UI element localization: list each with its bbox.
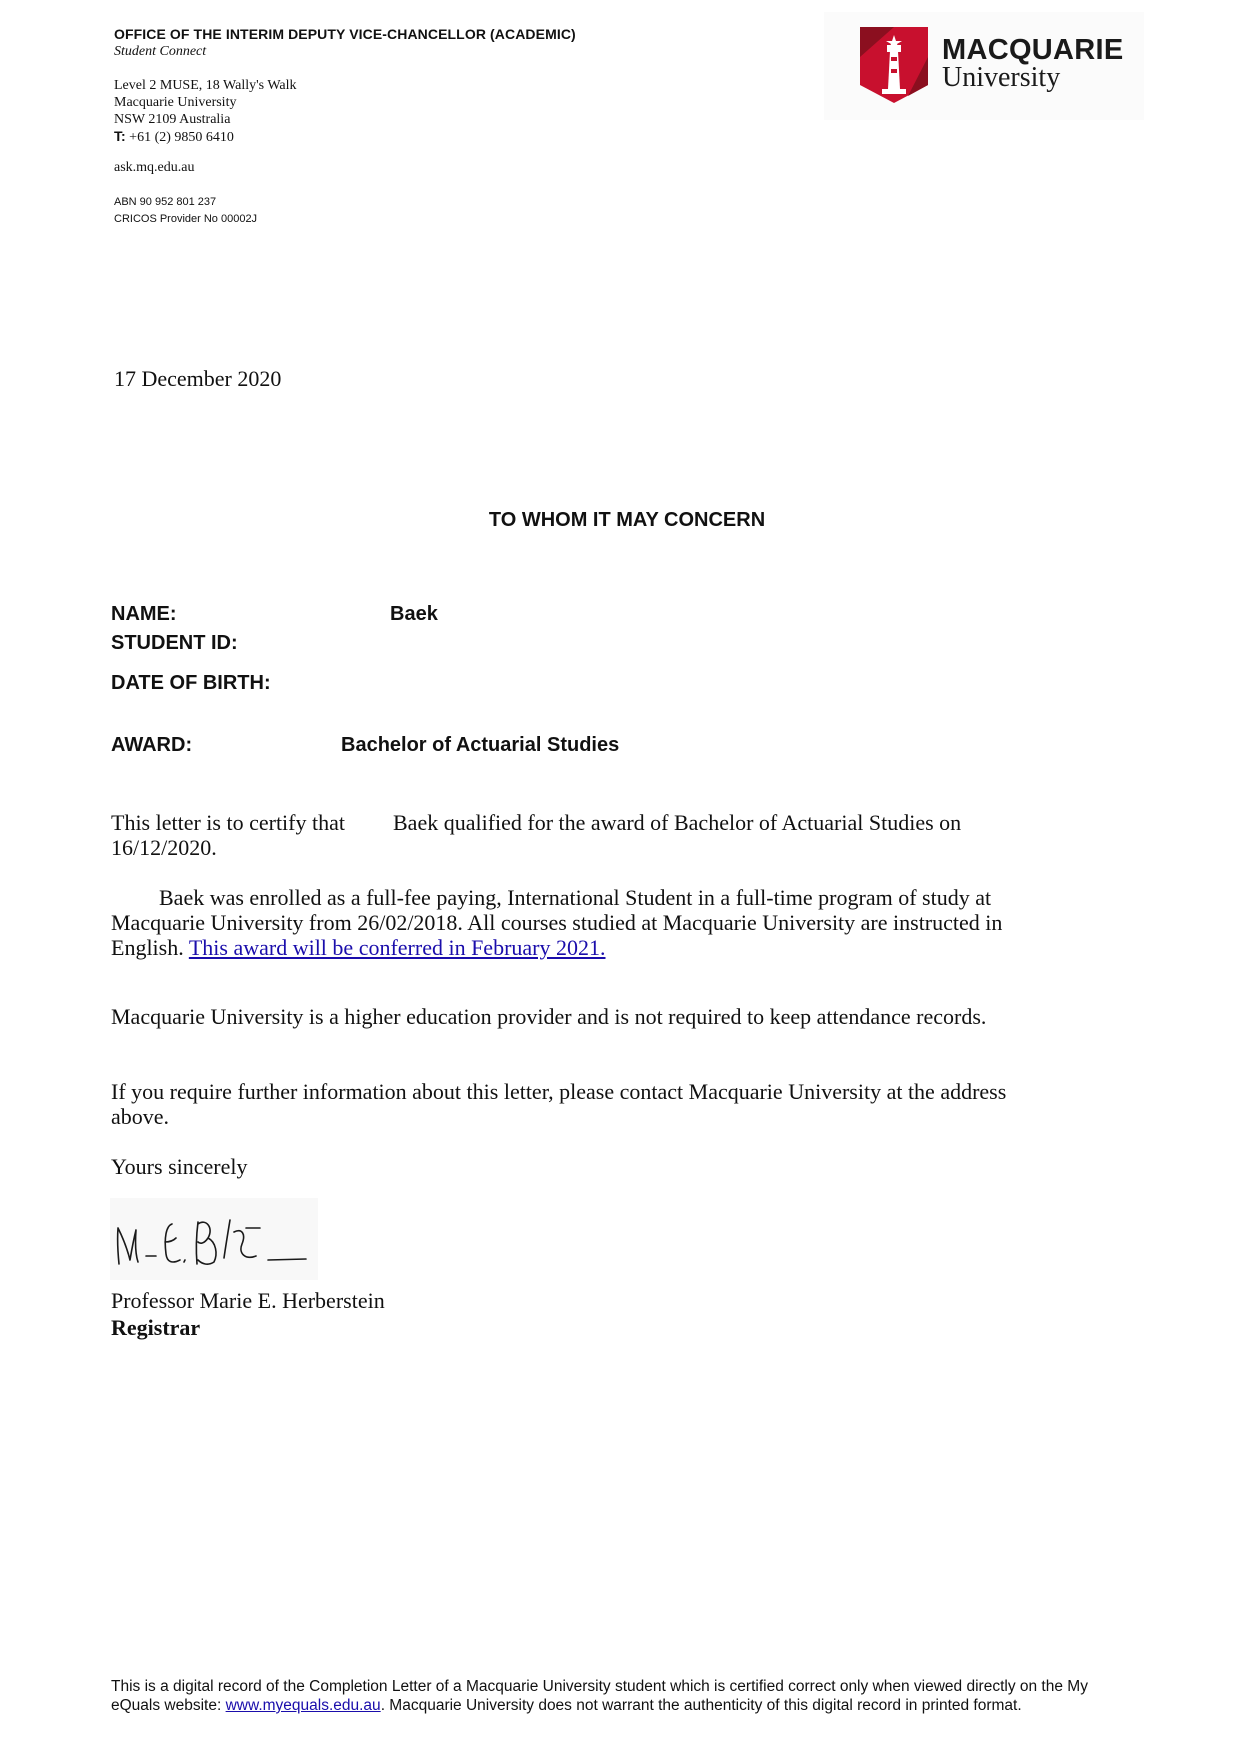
address-line: Level 2 MUSE, 18 Wally's Walk [114,78,297,93]
student-id-label: STUDENT ID: [111,632,238,654]
enrolment-text: Baek was enrolled as a full-fee paying, International Student in a full-time program of study at Macquarie University from 26/02/2018. All courses studied at Macquarie University are instructed in English. [111,885,1003,960]
address-line: Macquarie University [114,95,237,110]
certification-paragraph [111,810,1031,860]
signer-role: Registrar [111,1315,201,1340]
closing-salutation: Yours sincerely [111,1154,248,1179]
enrolment-paragraph [111,885,1031,960]
attendance-paragraph: Macquarie University is a higher education provider and is not required to keep attendance records. [111,1004,987,1029]
logo-subname: University [942,62,1061,93]
letter-date: 17 December 2020 [114,366,282,391]
signer-name: Professor Marie E. Herberstein [111,1288,385,1313]
address-block [114,77,297,146]
university-logo [824,12,1144,120]
myequals-link[interactable]: www.myequals.edu.au [225,1697,381,1714]
footer-text-end: . Macquarie University does not warrant the authenticity of this digital record in printed format. [380,1697,1022,1714]
conferral-link[interactable]: This award will be conferred in February 2021. [188,935,606,960]
cricos-number: CRICOS Provider No 00002J [114,213,258,225]
office-subtitle: Student Connect [114,44,207,59]
award-label: AWARD: [111,734,193,756]
office-title: OFFICE OF THE INTERIM DEPUTY VICE-CHANCELLOR (ACADEMIC) [114,26,576,42]
logo-name: MACQUARIE [942,34,1124,66]
certification-start: This letter is to certify that [111,810,345,835]
handwritten-signature [110,1198,318,1280]
letter-heading [0,509,1240,532]
phone-number: +61 (2) 9850 6410 [129,130,234,145]
website-link[interactable]: ask.mq.edu.au [114,160,195,175]
footer-text-start: This is a digital record of the Completion Letter of a Macquarie University student which is certified correct only when viewed directly on the My eQuals website: [111,1678,1088,1714]
heading-text: TO WHOM IT MAY CONCERN [488,509,766,531]
address-line: NSW 2109 Australia [114,112,231,127]
certification-end: Baek qualified for the award of Bachelor of Actuarial Studies on 16/12/2020. [111,810,962,860]
name-value: Baek [390,603,438,625]
signature-image [110,1198,318,1280]
date-of-birth-label: DATE OF BIRTH: [111,672,271,694]
contact-paragraph: If you require further information about this letter, please contact Macquarie University at the address above. [111,1079,1007,1129]
footer-disclaimer [111,1677,1101,1715]
phone-line [114,128,297,146]
phone-label: T: [114,128,126,144]
award-value: Bachelor of Actuarial Studies [341,734,620,756]
abn-number: ABN 90 952 801 237 [114,196,217,208]
name-label: NAME: [111,603,177,625]
lighthouse-shield-icon [860,27,928,105]
